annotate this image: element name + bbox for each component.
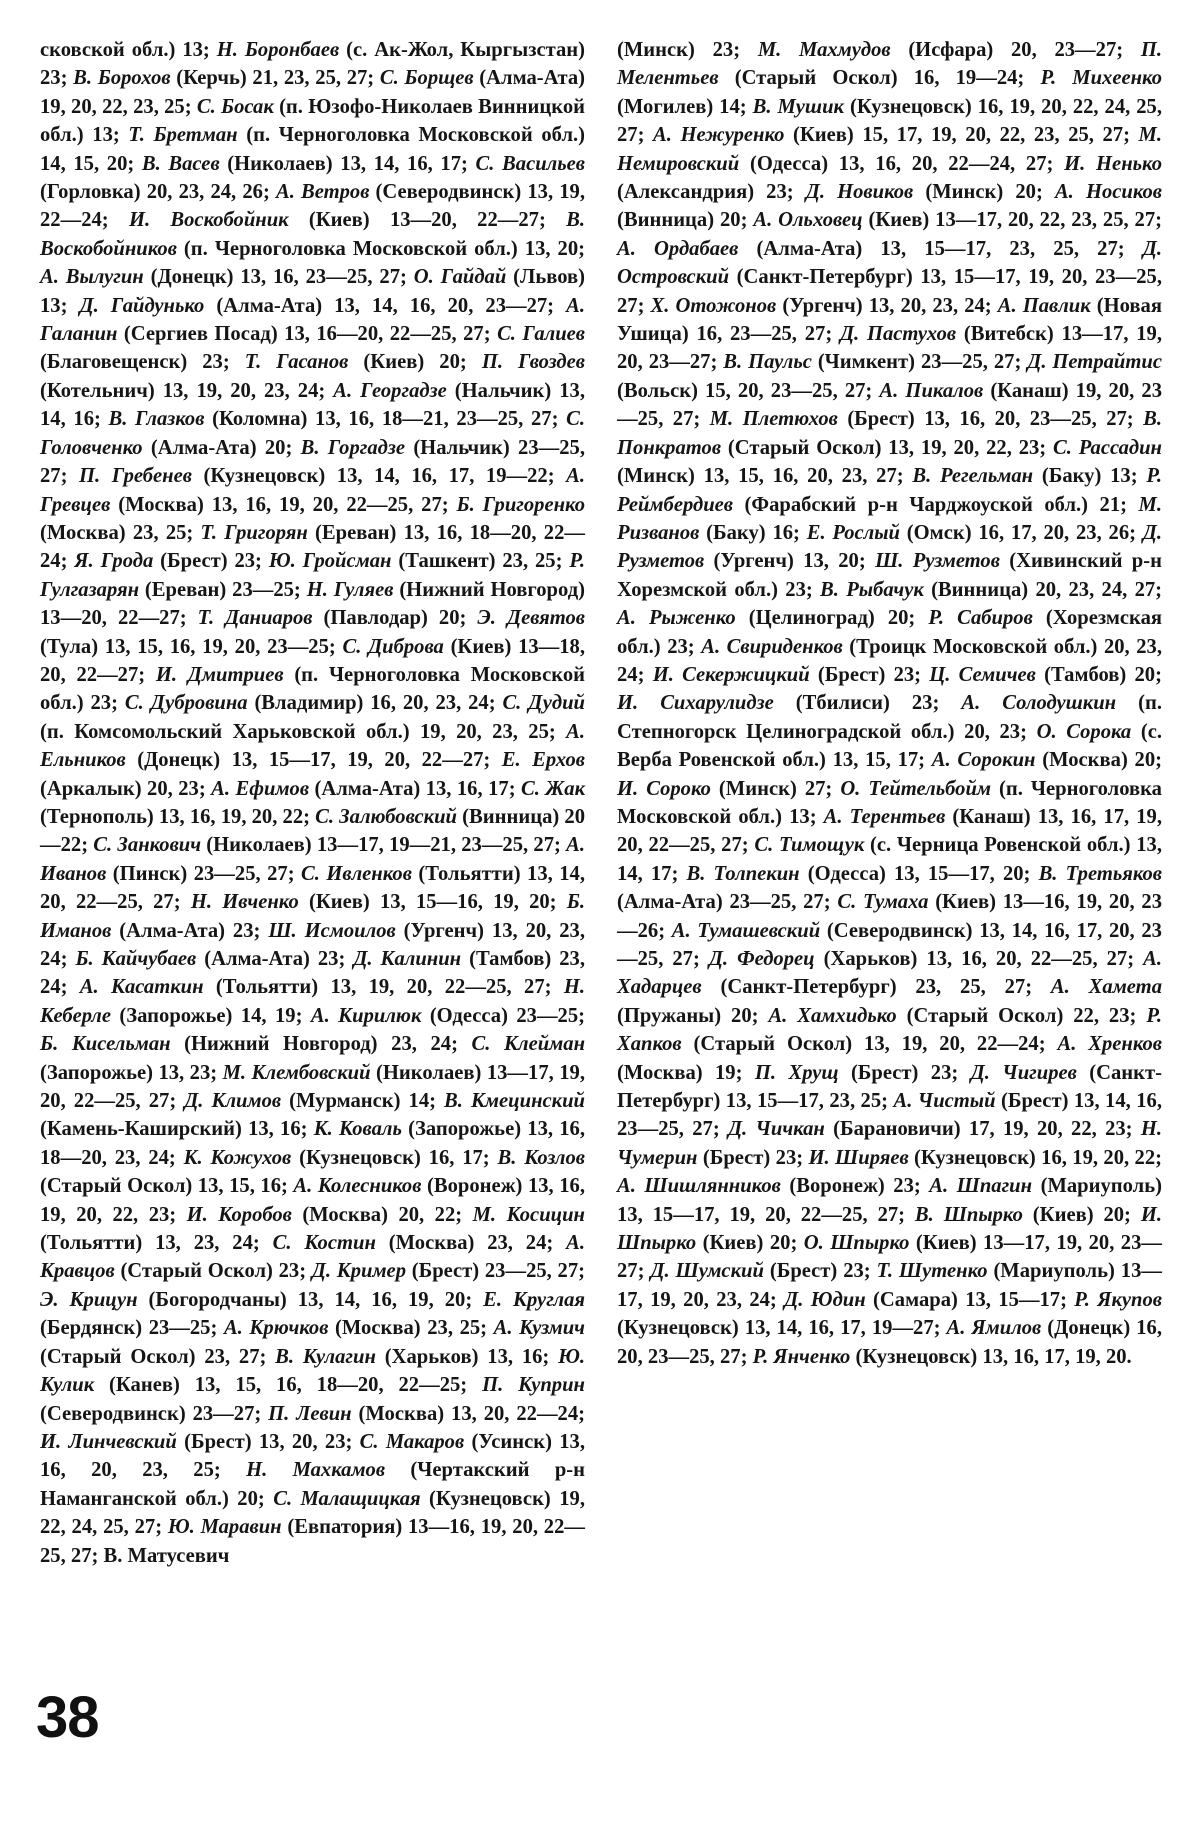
text-column-right bbox=[617, 36, 1162, 1371]
index-paragraph-right: (Минск) 23; М. Махмудов (Исфара) 20, 23—27; П. Мелентьев (Старый Оскол) 16, 19—24; Р. Михеенко (Могилев) 14; В. Мушик (Кузнецовск) 16, 19, 20, 22, 24, 25, 27; А. Нежуренко (Киев) 15, 17, 19, 20, 22, 23, 25, 27; М. Немировский (Одесса) 13, 16, 20, 22—24, 27; И. Ненько (Александрия) 23; Д. Новиков (Минск) 20; А. Носиков (Винница) 20; А. Ольховец (Киев) 13—17, 20, 22, 23, 25, 27; А. Ордабаев (Алма-Ата) 13, 15—17, 23, 25, 27; Д. Островский (Санкт-Петербург) 13, 15—17, 19, 20, 23—25, 27; Х. Отожонов (Ургенч) 13, 20, 23, 24; А. Павлик (Новая Ушица) 16, 23—25, 27; Д. Пастухов (Витебск) 13—17, 19, 20, 23—27; В. Паульс (Чимкент) 23—25, 27; Д. Петрайтис (Вольск) 15, 20, 23—25, 27; А. Пикалов (Канаш) 19, 20, 23—25, 27; М. Плетюхов (Брест) 13, 16, 20, 23—25, 27; В. Понкратов (Старый Оскол) 13, 19, 20, 22, 23; С. Рассадин (Минск) 13, 15, 16, 20, 23, 27; В. Регельман (Баку) 13; Р. Реймбердиев (Фарабский р-н Чарджоуской обл.) 21; М. Ризванов (Баку) 16; Е. Рослый (Омск) 16, 17, 20, 23, 26; Д. Рузметов (Ургенч) 13, 20; Ш. Рузметов (Хивинский р-н Хорезмской обл.) 23; В. Рыбачук (Винница) 20, 23, 24, 27; А. Рыженко (Целиноград) 20; Р. Сабиров (Хорезмская обл.) 23; А. Свириденков (Троицк Московской обл.) 20, 23, 24; И. Секержицкий (Брест) 23; Ц. Семичев (Тамбов) 20; И. Сихарулидзе (Тбилиси) 23; А. Солодушкин (п. Степногорск Целиноградской обл.) 20, 23; О. Сорока (с. Верба Ровенской обл.) 13, 15, 17; А. Сорокин (Москва) 20; И. Сороко (Минск) 27; О. Тейтельбойм (п. Черноголовка Московской обл.) 13; А. Терентьев (Канаш) 13, 16, 17, 19, 20, 22—25, 27; С. Тимощук (с. Черница Ровенской обл.) 13, 14, 17; В. Толпекин (Одесса) 13, 15—17, 20; В. Третьяков (Алма-Ата) 23—25, 27; С. Тумаха (Киев) 13—16, 19, 20, 23—26; А. Тумашевский (Северодвинск) 13, 14, 16, 17, 20, 23—25, 27; Д. Федорец (Харьков) 13, 16, 20, 22—25, 27; А. Хадарцев (Санкт-Петербург) 23, 25, 27; А. Хамета (Пружаны) 20; А. Хамхидько (Старый Оскол) 22, 23; Р. Хапков (Старый Оскол) 13, 19, 20, 22—24; А. Хренков (Москва) 19; П. Хрущ (Брест) 23; Д. Чигирев (Санкт-Петербург) 13, 15—17, 23, 25; А. Чистый (Брест) 13, 14, 16, 23—25, 27; Д. Чичкан (Барановичи) 17, 19, 20, 22, 23; Н. Чумерин (Брест) 23; И. Ширяев (Кузнецовск) 16, 19, 20, 22; А. Шишлянников (Воронеж) 23; А. Шпагин (Мариуполь) 13, 15—17, 19, 20, 22—25, 27; В. Шпырко (Киев) 20; И. Шпырко (Киев) 20; О. Шпырко (Киев) 13—17, 19, 20, 23—27; Д. Шумский (Брест) 23; Т. Шутенко (Мариуполь) 13—17, 19, 20, 23, 24; Д. Юдин (Самара) 13, 15—17; Р. Якупов (Кузнецовск) 13, 14, 16, 17, 19—27; А. Ямилов (Донецк) 16, 20, 23—25, 27; Р. Янченко (Кузнецовск) 13, 16, 17, 19, 20. bbox=[617, 39, 1163, 1368]
text-column-left bbox=[40, 36, 585, 1570]
page-number: 38 bbox=[36, 1685, 99, 1750]
index-paragraph-left: сковской обл.) 13; Н. Боронбаев (с. Ак-Жол, Кыргызстан) 23; В. Борохов (Керчь) 21, 23, 25, 27; С. Борщев (Алма-Ата) 19, 20, 22, 23, 25; С. Босак (п. Юзофо-Николаев Винницкой обл.) 13; Т. Бретман (п. Черноголовка Московской обл.) 14, 15, 20; В. Васев (Николаев) 13, 14, 16, 17; С. Васильев (Горловка) 20, 23, 24, 26; А. Ветров (Северодвинск) 13, 19, 22—24; И. Воскобойник (Киев) 13—20, 22—27; В. Воскобойников (п. Черноголовка Московской обл.) 13, 20; А. Вылугин (Донецк) 13, 16, 23—25, 27; О. Гайдай (Львов) 13; Д. Гайдунько (Алма-Ата) 13, 14, 16, 20, 23—27; А. Галанин (Сергиев Посад) 13, 16—20, 22—25, 27; С. Галиев (Благовещенск) 23; Т. Гасанов (Киев) 20; П. Гвоздев (Котельнич) 13, 19, 20, 23, 24; А. Георгадзе (Нальчик) 13, 14, 16; В. Глазков (Коломна) 13, 16, 18—21, 23—25, 27; С. Головченко (Алма-Ата) 20; В. Горгадзе (Нальчик) 23—25, 27; П. Гребенев (Кузнецовск) 13, 14, 16, 17, 19—22; А. Гревцев (Москва) 13, 16, 19, 20, 22—25, 27; Б. Григоренко (Москва) 23, 25; Т. Григорян (Ереван) 13, 16, 18—20, 22—24; Я. Грода (Брест) 23; Ю. Гройсман (Ташкент) 23, 25; Р. Гулгазарян (Ереван) 23—25; Н. Гуляев (Нижний Новгород) 13—20, 22—27; Т. Даниаров (Павлодар) 20; Э. Девятов (Тула) 13, 15, 16, 19, 20, 23—25; С. Диброва (Киев) 13—18, 20, 22—27; И. Дмитриев (п. Черноголовка Московской обл.) 23; С. Дубровина (Владимир) 16, 20, 23, 24; С. Дудий (п. Комсомольский Харьковской обл.) 19, 20, 23, 25; А. Ельников (Донецк) 13, 15—17, 19, 20, 22—27; Е. Ерхов (Аркалык) 20, 23; А. Ефимов (Алма-Ата) 13, 16, 17; С. Жак (Тернополь) 13, 16, 19, 20, 22; С. Залюбовский (Винница) 20—22; С. Занкович (Николаев) 13—17, 19—21, 23—25, 27; А. Иванов (Пинск) 23—25, 27; С. Ивленков (Тольятти) 13, 14, 20, 22—25, 27; Н. Ивченко (Киев) 13, 15—16, 19, 20; Б. Иманов (Алма-Ата) 23; Ш. Исмоилов (Ургенч) 13, 20, 23, 24; Б. Кайчубаев (Алма-Ата) 23; Д. Калинин (Тамбов) 23, 24; А. Касаткин (Тольятти) 13, 19, 20, 22—25, 27; Н. Кеберле (Запорожье) 14, 19; А. Кирилюк (Одесса) 23—25; Б. Кисельман (Нижний Новгород) 23, 24; С. Клейман (Запорожье) 13, 23; М. Клембовский (Николаев) 13—17, 19, 20, 22—25, 27; Д. Климов (Мурманск) 14; В. Кмецинский (Камень-Каширский) 13, 16; К. Коваль (Запорожье) 13, 16, 18—20, 23, 24; К. Кожухов (Кузнецовск) 16, 17; В. Козлов (Старый Оскол) 13, 15, 16; А. Колесников (Воронеж) 13, 16, 19, 20, 22, 23; И. Коробов (Москва) 20, 22; М. Косицин (Тольятти) 13, 23, 24; С. Костин (Москва) 23, 24; А. Кравцов (Старый Оскол) 23; Д. Кример (Брест) 23—25, 27; Э. Крицун (Богородчаны) 13, 14, 16, 19, 20; Е. Круглая (Бердянск) 23—25; А. Крючков (Москва) 23, 25; А. Кузмич (Старый Оскол) 23, 27; В. Кулагин (Харьков) 13, 16; Ю. Кулик (Канев) 13, 15, 16, 18—20, 22—25; П. Куприн (Северодвинск) 23—27; П. Левин (Москва) 13, 20, 22—24; И. Линчевский (Брест) 13, 20, 23; С. Макаров (Усинск) 13, 16, 20, 23, 25; Н. Махкамов (Чертакский р-н Наманганской обл.) 20; С. Малащицкая (Кузнецовск) 19, 22, 24, 25, 27; Ю. Маравин (Евпатория) 13—16, 19, 20, 22—25, 27; В. Матусевич bbox=[40, 39, 586, 1567]
